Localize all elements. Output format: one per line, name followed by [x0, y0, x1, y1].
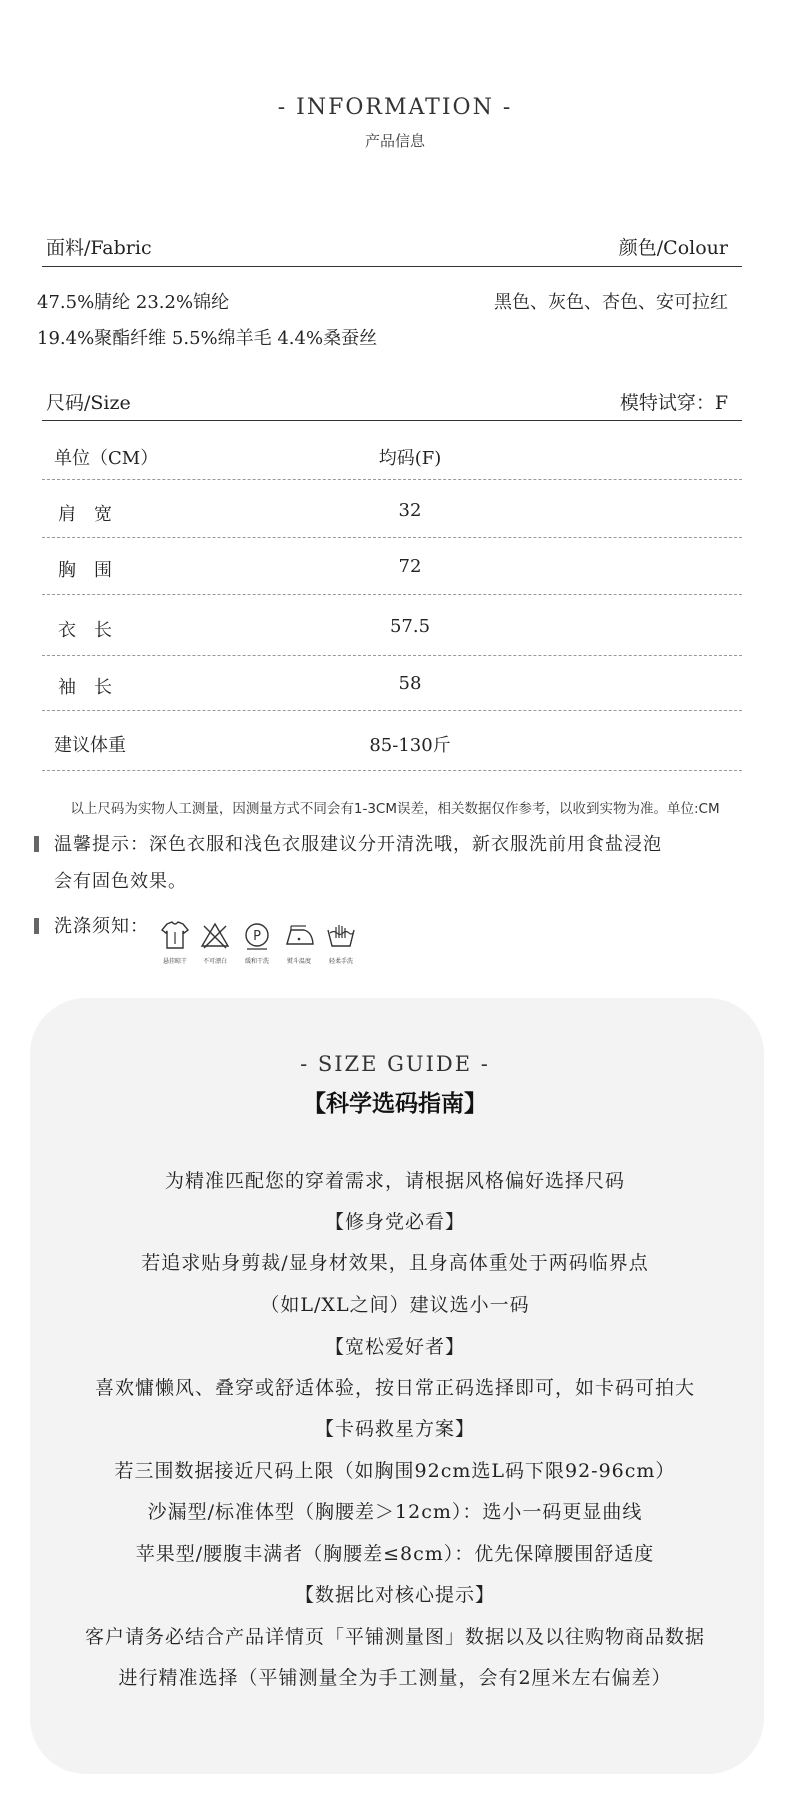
size-header-value: 均码(F) — [378, 448, 442, 469]
dry-clean-label: 缓和干洗 — [244, 958, 269, 965]
guide-line: 【宽松爱好者】 — [324, 1336, 465, 1358]
table-divider — [42, 770, 742, 771]
guide-line: 客户请务必结合产品详情页「平铺测量图」数据以及以往购物商品数据 — [84, 1626, 705, 1648]
guide-line: 为精准匹配您的穿着需求，请根据风格偏好选择尺码 — [164, 1170, 625, 1192]
fabric-composition-line1: 47.5%腈纶 23.2%锦纶 — [37, 292, 230, 313]
guide-line: （如L/XL之间）建议选小一码 — [260, 1294, 530, 1316]
row-shoulder-value: 32 — [398, 500, 422, 521]
warm-tip-line1: 温馨提示：深色衣服和浅色衣服建议分开清洗哦，新衣服洗前用食盐浸泡 — [54, 834, 662, 855]
table-divider — [42, 710, 742, 711]
wash-marker — [34, 918, 39, 934]
guide-line: 【修身党必看】 — [324, 1211, 465, 1233]
guide-line: 进行精准选择（平铺测量全为手工测量，会有2厘米左右偏差） — [118, 1667, 672, 1689]
low-iron-icon — [282, 918, 316, 952]
row-shoulder-label: 肩 宽 — [58, 504, 112, 525]
size-guide-title: - SIZE GUIDE - — [300, 1052, 490, 1076]
fabric-divider — [42, 266, 742, 267]
svg-text:P: P — [253, 929, 261, 944]
no-bleach-icon — [198, 918, 232, 952]
row-weight-label: 建议体重 — [54, 735, 126, 756]
table-divider — [42, 537, 742, 538]
hand-wash-icon — [324, 918, 358, 952]
row-chest-label: 胸 围 — [58, 560, 112, 581]
table-divider — [42, 655, 742, 656]
guide-line: 喜欢慵懒风、叠穿或舒适体验，按日常正码选择即可，如卡码可拍大 — [94, 1377, 695, 1399]
size-divider — [42, 420, 742, 421]
hang-dry-icon — [158, 918, 192, 952]
info-title: - INFORMATION - — [277, 95, 513, 120]
colour-options: 黑色、灰色、杏色、安可拉红 — [494, 292, 728, 313]
hang-dry-label: 悬挂晾干 — [162, 958, 187, 965]
tip-marker — [34, 836, 39, 852]
fabric-label: 面料/Fabric — [46, 237, 152, 259]
row-weight-value: 85-130斤 — [369, 735, 451, 756]
row-sleeve-value: 58 — [398, 673, 422, 694]
low-iron-label: 熨斗温度 — [286, 958, 311, 965]
colour-label: 颜色/Colour — [618, 237, 728, 259]
row-chest-value: 72 — [398, 556, 422, 577]
info-subtitle: 产品信息 — [364, 132, 425, 150]
wash-label: 洗涤须知： — [54, 916, 149, 937]
guide-line: 【卡码救星方案】 — [314, 1418, 475, 1440]
fabric-composition-line2: 19.4%聚酯纤维 5.5%绵羊毛 4.4%桑蚕丝 — [37, 328, 378, 349]
guide-line: 若追求贴身剪裁/显身材效果，且身高体重处于两码临界点 — [141, 1252, 649, 1274]
size-guide-heading: 【科学选码指南】 — [303, 1091, 487, 1117]
row-length-label: 衣 长 — [58, 620, 112, 641]
no-bleach-label: 不可漂白 — [202, 958, 227, 965]
row-length-value: 57.5 — [389, 616, 431, 637]
measurement-note: 以上尺码为实物人工测量，因测量方式不同会有1-3CM误差，相关数据仅作参考，以收到实物为准。单位:CM — [70, 801, 720, 817]
guide-line: 沙漏型/标准体型（胸腰差＞12cm）：选小一码更显曲线 — [147, 1501, 643, 1523]
warm-tip-line2: 会有固色效果。 — [54, 871, 187, 892]
row-sleeve-label: 袖 长 — [58, 677, 112, 698]
size-header-unit: 单位（CM） — [54, 448, 159, 469]
size-label: 尺码/Size — [46, 392, 131, 414]
hand-wash-label: 轻柔手洗 — [328, 958, 353, 965]
guide-line: 若三围数据接近尺码上限（如胸围92cm选L码下限92-96cm） — [114, 1460, 676, 1482]
guide-line: 苹果型/腰腹丰满者（胸腰差≤8cm）：优先保障腰围舒适度 — [135, 1543, 655, 1565]
model-size: 模特试穿：F — [619, 392, 728, 414]
table-divider — [42, 479, 742, 480]
guide-line: 【数据比对核心提示】 — [294, 1584, 495, 1606]
table-divider — [42, 594, 742, 595]
dry-clean-p-icon — [240, 918, 274, 952]
